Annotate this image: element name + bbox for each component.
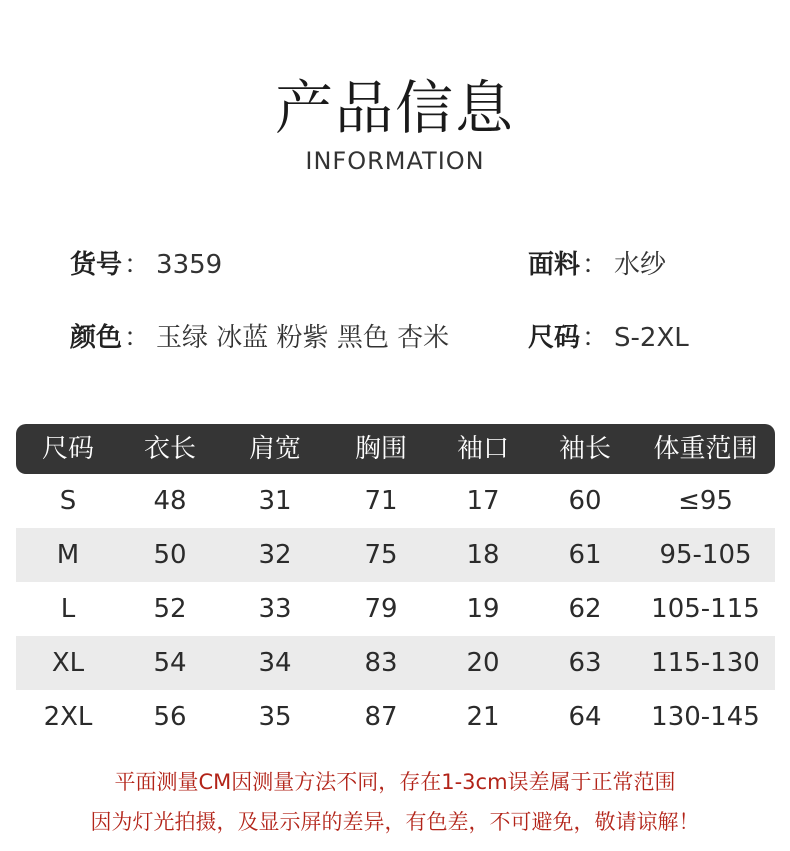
sizes-label: 尺码 — [528, 323, 581, 353]
sizes-separator: ： — [582, 323, 609, 353]
table-row — [16, 636, 775, 690]
table-cell: 31 — [258, 486, 292, 516]
item-number-separator: ： — [124, 250, 151, 280]
table-cell: 79 — [364, 594, 398, 624]
fabric-value: 水纱 — [614, 250, 667, 280]
table-cell: 52 — [153, 594, 187, 624]
table-cell: S — [59, 486, 77, 516]
table-cell: 130-145 — [651, 702, 760, 732]
header-cell-chest: 胸围 — [354, 434, 407, 464]
table-cell: 61 — [568, 540, 602, 570]
table-cell: 48 — [153, 486, 187, 516]
header-cell-sleeve: 袖长 — [558, 434, 611, 464]
fabric-label: 面料 — [528, 250, 581, 280]
table-cell: 60 — [568, 486, 602, 516]
info-colors — [70, 321, 449, 355]
table-cell: 64 — [568, 702, 602, 732]
item-number-label: 货号 — [70, 250, 123, 280]
page-subtitle: INFORMATION — [305, 147, 485, 175]
table-cell: 62 — [568, 594, 602, 624]
table-cell: 83 — [364, 648, 398, 678]
colors-separator: ： — [124, 323, 151, 353]
colors-label: 颜色 — [70, 323, 123, 353]
color-note: 因为灯光拍摄，及显示屏的差异，有色差，不可避免，敬请谅解！ — [90, 810, 700, 834]
header-cell-size: 尺码 — [41, 434, 94, 464]
item-number-value: 3359 — [156, 250, 223, 280]
table-cell: 35 — [258, 702, 292, 732]
header-cell-length: 衣长 — [143, 434, 196, 464]
table-cell: L — [60, 594, 76, 624]
size-table — [16, 424, 775, 744]
table-cell: 115-130 — [651, 648, 760, 678]
table-cell: ≤95 — [678, 486, 733, 516]
table-cell: 71 — [364, 486, 398, 516]
page-title: 产品信息 — [274, 74, 515, 142]
header-cell-shoulder: 肩宽 — [248, 434, 301, 464]
table-cell: 50 — [153, 540, 187, 570]
table-cell: 2XL — [43, 702, 93, 732]
header-cell-cuff: 袖口 — [456, 434, 509, 464]
sizes-value: S-2XL — [614, 323, 689, 353]
table-cell: 54 — [153, 648, 187, 678]
table-cell: 21 — [466, 702, 500, 732]
info-fabric — [528, 248, 666, 282]
table-cell: 56 — [153, 702, 187, 732]
table-cell: 75 — [364, 540, 398, 570]
measurement-note: 平面测量CM因测量方法不同，存在1-3cm误差属于正常范围 — [114, 770, 676, 794]
table-cell: 63 — [568, 648, 602, 678]
header-cell-weight: 体重范围 — [653, 434, 758, 464]
table-cell: 105-115 — [651, 594, 760, 624]
info-sizes — [528, 321, 689, 355]
table-cell: 17 — [466, 486, 500, 516]
fabric-separator: ： — [582, 250, 609, 280]
size-table-header — [16, 424, 775, 474]
colors-value: 玉绿 冰蓝 粉紫 黑色 杏米 — [156, 323, 450, 353]
table-cell: 87 — [364, 702, 398, 732]
table-row — [16, 690, 775, 744]
table-cell: 19 — [466, 594, 500, 624]
info-item-number — [70, 248, 222, 282]
table-row — [16, 528, 775, 582]
table-cell: 33 — [258, 594, 292, 624]
table-cell: M — [56, 540, 80, 570]
table-cell: 95-105 — [659, 540, 752, 570]
table-row — [16, 474, 775, 528]
table-cell: 32 — [258, 540, 292, 570]
table-cell: XL — [51, 648, 85, 678]
table-row — [16, 582, 775, 636]
table-cell: 20 — [466, 648, 500, 678]
table-cell: 34 — [258, 648, 292, 678]
table-cell: 18 — [466, 540, 500, 570]
